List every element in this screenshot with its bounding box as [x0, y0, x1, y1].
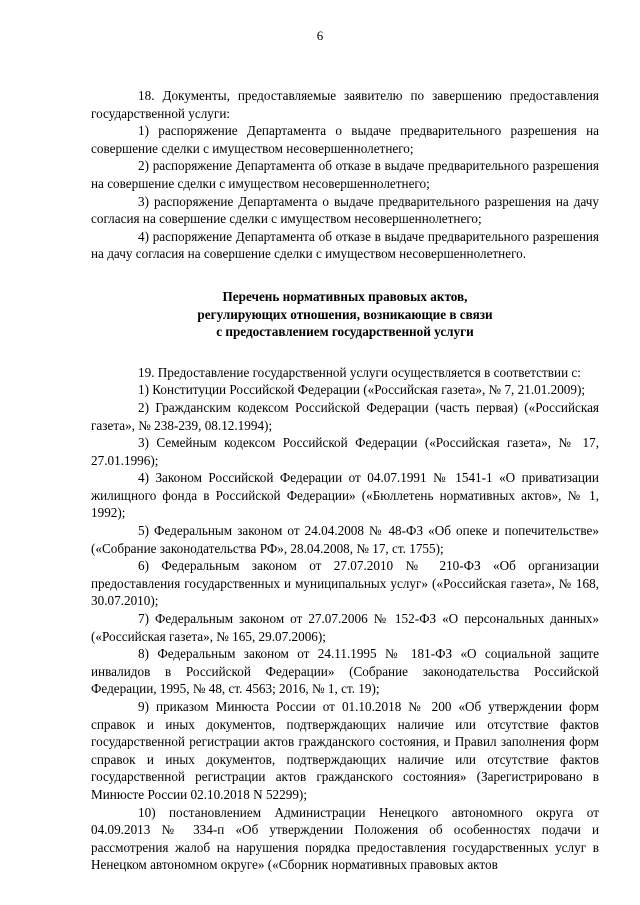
heading-line: с предоставлением государственной услуги — [216, 324, 474, 340]
section-19-item: 1) Конституции Российской Федерации («Российская газета», № 7, 21.01.2009); — [138, 382, 586, 398]
section-18-item: 1) распоряжение Департамента о выдаче предварительного разрешения на совершение сделки с имуществом несовершеннолетнего; — [91, 123, 599, 156]
document-body — [91, 87, 599, 874]
page-number: 6 — [316, 28, 324, 43]
section-19-item: 9) приказом Минюста России от 01.10.2018 № 200 «Об утверждении форм справок и иных документов, подтверждающих наличие или отсутствие фактов государственной регистрации актов гражданского состояния, и Правил заполнения форм справок и иных документов, подтверждающих наличие или отсутствие фактов государственной регистрации актов гражданского состояния» (Зарегистрировано в Минюсте России 02.10.2018 N 52299); — [91, 699, 599, 802]
section-18-item: 3) распоряжение Департамента о выдаче предварительного разрешения на дачу согласия на совершение сделки с имуществом несовершеннолетнего; — [91, 193, 599, 227]
heading-line: Перечень нормативных правовых актов, — [222, 288, 468, 304]
section-19-item: 3) Семейным кодексом Российской Федерации («Российская газета», № 17, 27.01.1996); — [91, 435, 599, 468]
section-18-item: 4) распоряжение Департамента об отказе в выдаче предварительного разрешения на дачу согласия на совершение сделки с имуществом несовершеннолетнего. — [91, 228, 599, 262]
section-19-intro: 19. Предоставление государственной услуги осуществляется в соответствии с: — [138, 364, 581, 380]
section-19-item: 8) Федеральным законом от 24.11.1995 № 181-ФЗ «О социальной защите инвалидов в Российской Федерации» (Собрание законодательства Российской Федерации, 1995, № 48, ст. 4563; 2016, № 1, ст. 19); — [91, 646, 599, 697]
section-19-item: 2) Гражданским кодексом Российской Федерации (часть первая) («Российская газета», № 238-239, 08.12.1994); — [91, 399, 599, 433]
heading-line: регулирующих отношения, возникающие в связи — [197, 306, 493, 322]
section-18-intro: 18. Документы, предоставляемые заявителю по завершению предоставления государственной услуги: — [91, 88, 599, 121]
section-19-item: 4) Законом Российской Федерации от 04.07.1991 № 1541-1 «О приватизации жилищного фонда в Российской Федерации» («Бюллетень нормативных актов», № 1, 1992); — [91, 470, 599, 521]
section-heading — [91, 288, 599, 341]
section-19-item: 6) Федеральным законом от 27.07.2010 № 210-ФЗ «Об организации предоставления государственных и муниципальных услуг» («Российская газета», № 168, 30.07.2010); — [91, 558, 599, 609]
section-19-item: 5) Федеральным законом от 24.04.2008 № 48-ФЗ «Об опеке и попечительстве» («Собрание законодательства РФ», 28.04.2008, № 17, ст. 1755); — [91, 523, 599, 556]
section-19-item: 7) Федеральным законом от 27.07.2006 № 152-ФЗ «О персональных данных» («Российская газета», № 165, 29.07.2006); — [91, 611, 599, 644]
section-18-item: 2) распоряжение Департамента об отказе в выдаче предварительного разрешения на совершение сделки с имуществом несовершеннолетнего; — [91, 158, 599, 191]
section-19-item: 10) постановлением Администрации Ненецкого автономного округа от 04.09.2013 № 334-п «Об утверждении Положения об особенностях подачи и рассмотрения жалоб на нарушения порядка предоставления государственных услуг в Ненецком автономном округе» («Сборник нормативных правовых актов — [91, 804, 599, 873]
